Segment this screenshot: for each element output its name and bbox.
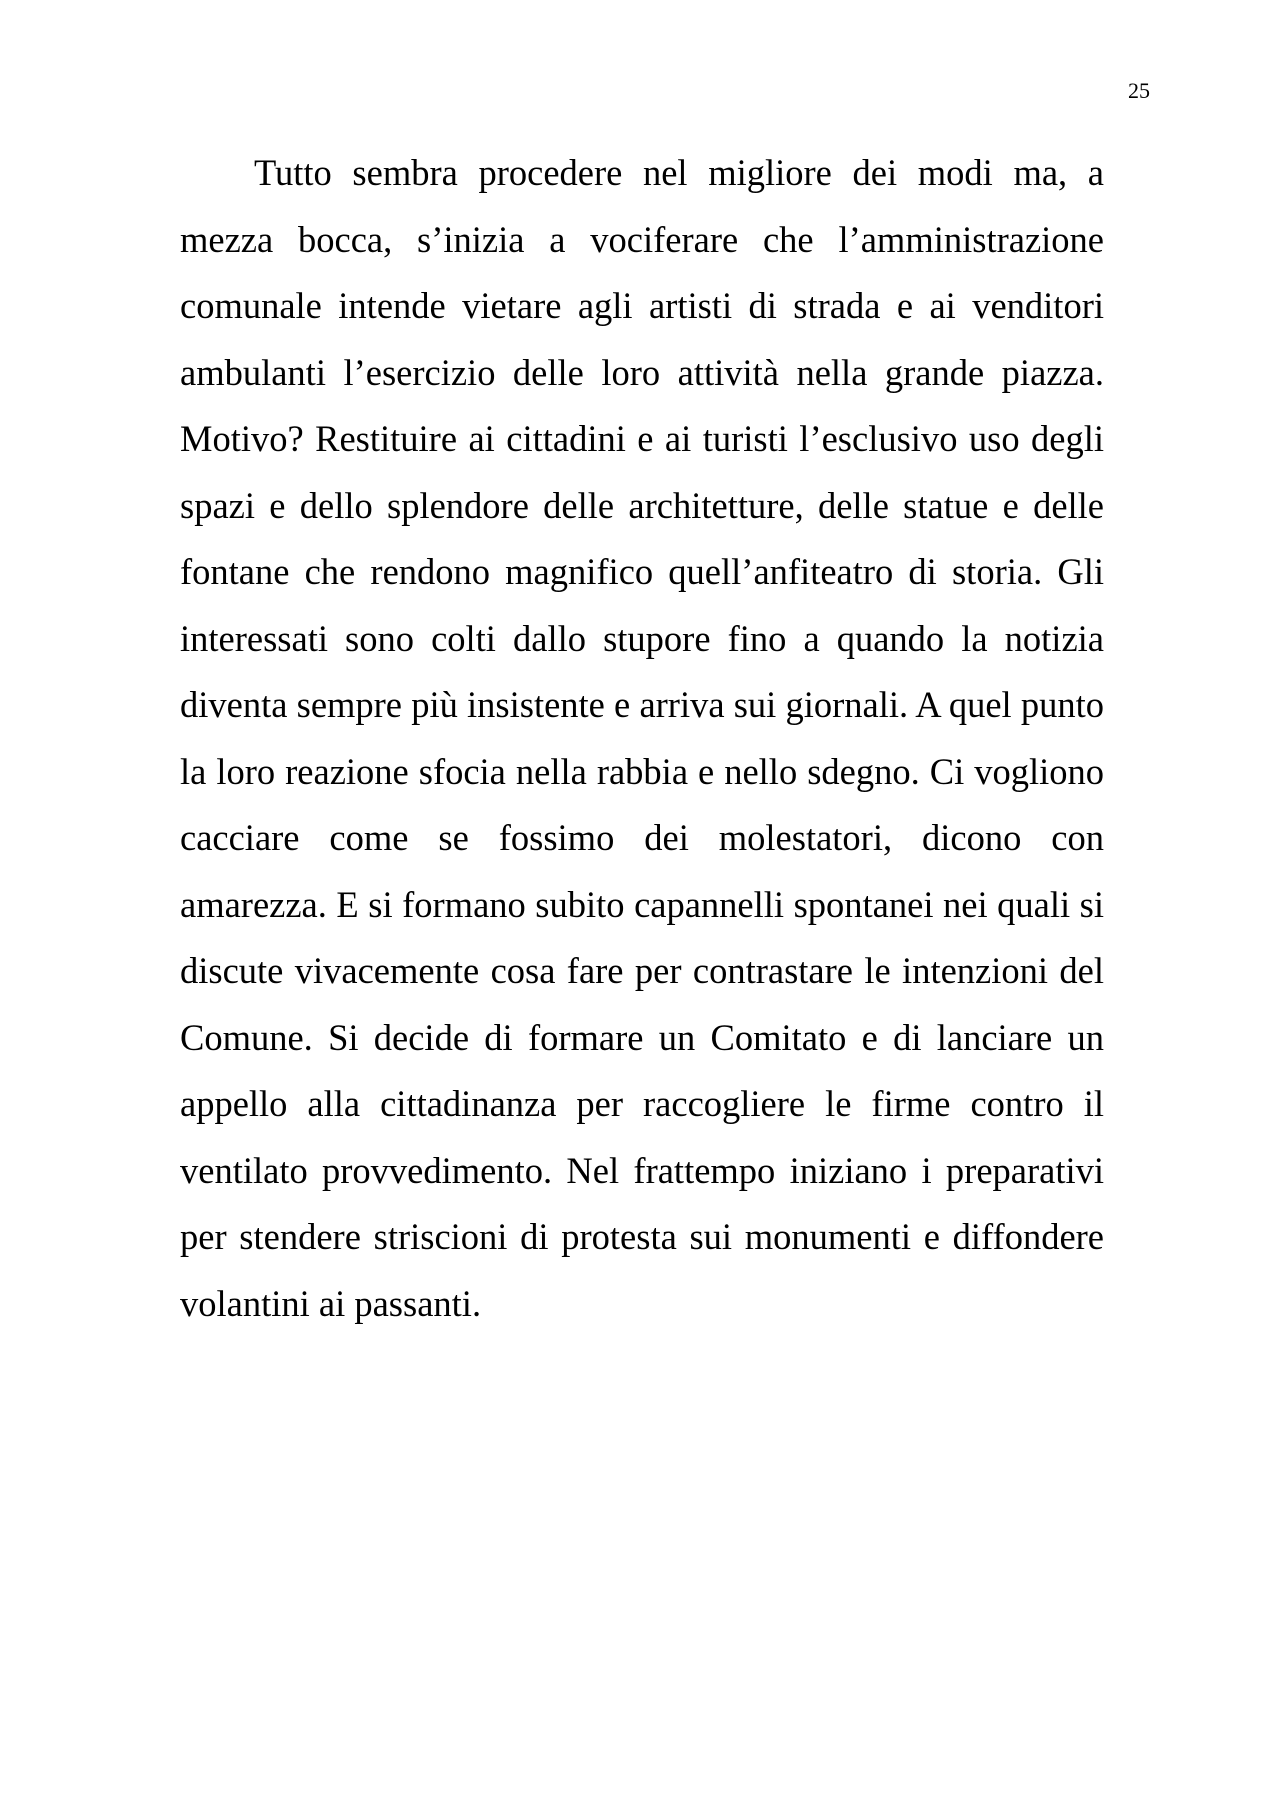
body-paragraph: Tutto sembra procedere nel migliore dei modi ma, a mezza bocca, s’inizia a vociferare che l’amministrazione comunale intende vietare agli artisti di strada e ai venditori ambulanti l’esercizio delle loro attività nella grande piazza. Motivo? Restituire ai cittadini e ai turisti l’esclusivo uso degli spazi e dello splendore delle architetture, delle statue e delle fontane che rendono magnifico quell’anfiteatro di storia. Gli interessati sono colti dallo stupore fino a quando la notizia diventa sempre più insistente e arriva sui giornali. A quel punto la loro reazione sfocia nella rabbia e nello sdegno. Ci vogliono cacciare come se fossimo dei molestatori, dicono con amarezza. E si formano subito capannelli spontanei nei quali si discute vivacemente cosa fare per contrastare le intenzioni del Comune. Si decide di formare un Comitato e di lanciare un appello alla cittadinanza per raccogliere le firme contro il ventilato provvedimento. Nel frattempo iniziano i preparativi per stendere striscioni di protesta sui monumenti e diffondere volantini ai passanti.	[180, 152, 1104, 1324]
page-number: 25	[1128, 78, 1150, 103]
